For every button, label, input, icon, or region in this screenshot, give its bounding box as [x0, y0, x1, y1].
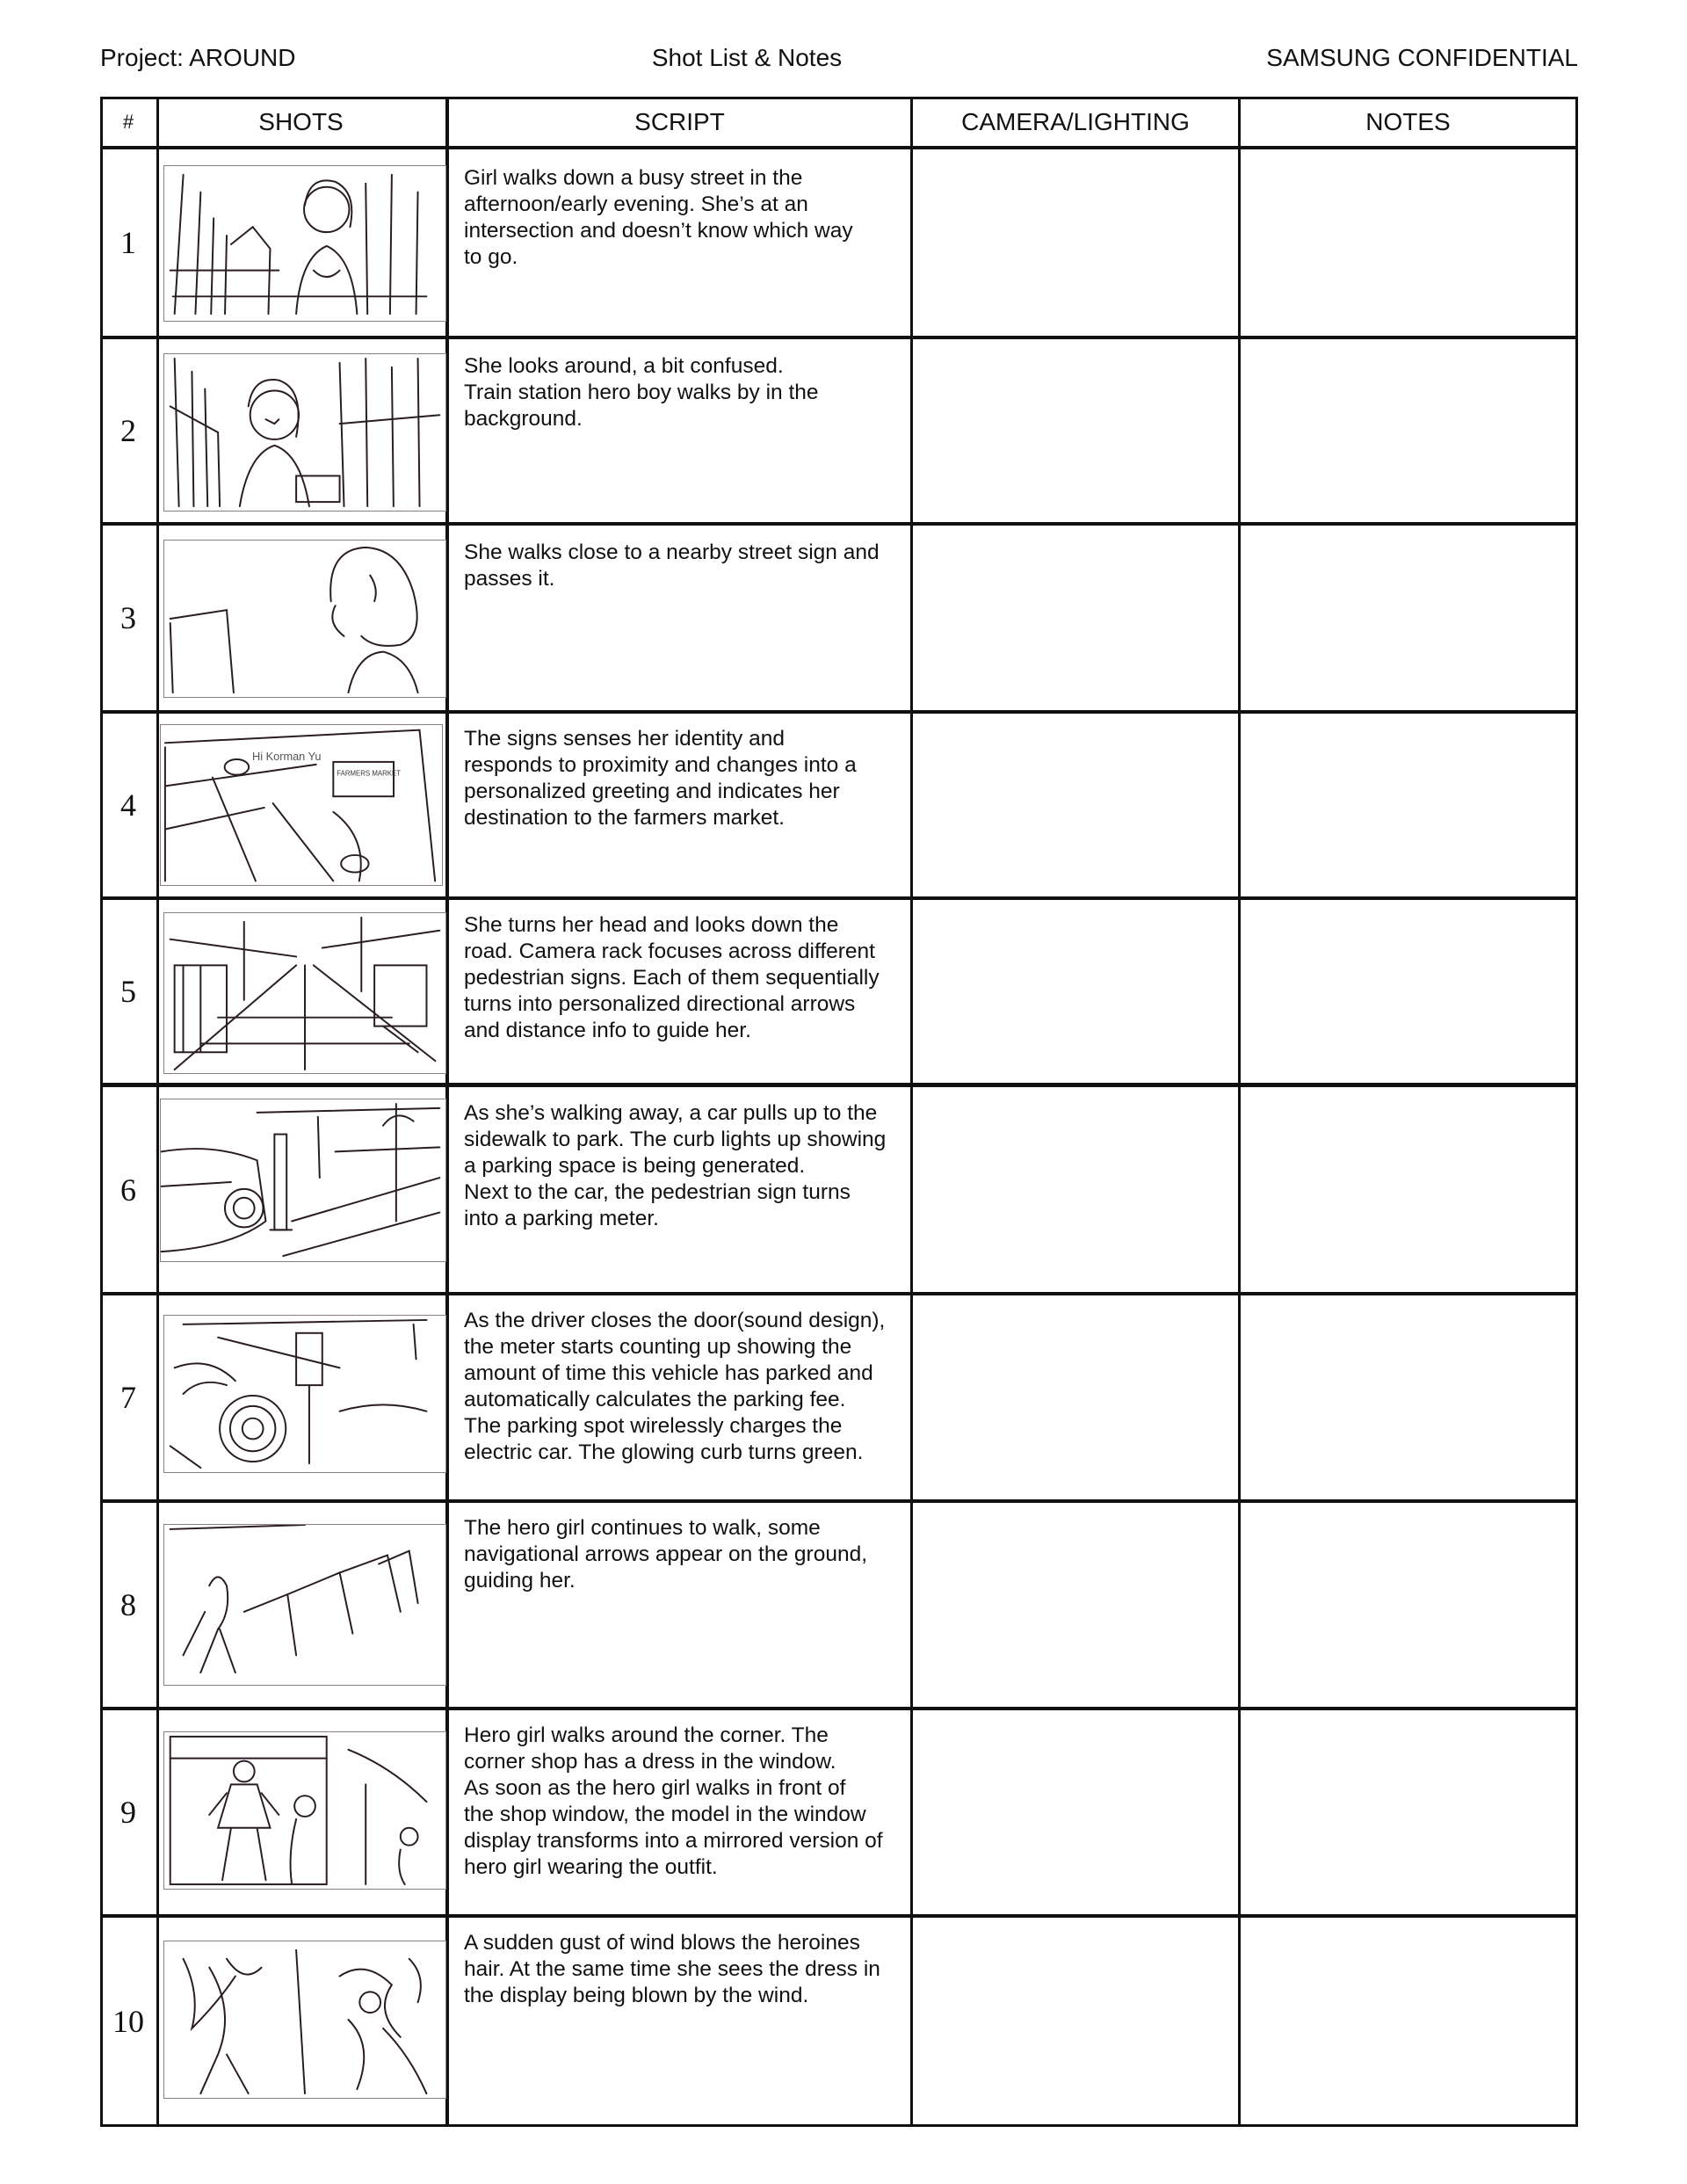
shot-number: 10 [112, 2003, 144, 2039]
column-divider [1238, 97, 1241, 2127]
column-header-number: # [122, 111, 134, 133]
girl-looking-around-sketch [163, 353, 446, 512]
storyboard-drawing [164, 1316, 445, 1472]
storyboard-drawing [164, 1941, 445, 2098]
storyboard-drawing [164, 541, 445, 697]
personalized-sign-sketch [160, 724, 443, 886]
row-divider [100, 1707, 1578, 1710]
column-header-script: SCRIPT [634, 108, 725, 135]
column-header-notes: NOTES [1365, 108, 1451, 135]
parking-meter-sketch [163, 1315, 446, 1473]
script-text: She turns her head and looks down the road. Camera rack focuses across different pedestrian signs. Each of them sequentially turns into personalized directional arrows and distance info to guide her. [464, 913, 880, 1042]
wind-gust-sketch [163, 1941, 446, 2099]
shot-number: 9 [120, 1795, 136, 1830]
row-divider [100, 336, 1578, 339]
table-border-right [1575, 97, 1578, 2127]
storyboard-drawing [164, 166, 445, 321]
shot-number: 1 [120, 225, 136, 260]
script-text: A sudden gust of wind blows the heroines hair. At the same time she sees the dress in the display being blown by the wind. [464, 1931, 880, 2007]
row-divider [100, 710, 1578, 714]
script-text: As she’s walking away, a car pulls up to the sidewalk to park. The curb lights up showing a parking space is being generated. Next to the car, the pedestrian sign turns into a parking meter. [464, 1101, 887, 1230]
column-header-shots: SHOTS [258, 108, 344, 135]
script-text: The hero girl continues to walk, some navigational arrows appear on the ground, guiding her. [464, 1516, 868, 1593]
shot-number: 5 [120, 974, 136, 1009]
row-divider [100, 1914, 1578, 1918]
shot-number: 4 [120, 787, 136, 823]
row-divider [100, 1292, 1578, 1295]
storyboard-drawing [164, 1732, 445, 1889]
shot-number: 6 [120, 1172, 136, 1208]
sign-destination-text: FARMERS MARKET [337, 769, 402, 778]
shot-number: 3 [120, 600, 136, 635]
script-text: She looks around, a bit confused. Train station hero boy walks by in the background. [464, 354, 819, 431]
shot-number: 8 [120, 1587, 136, 1622]
column-divider [156, 97, 159, 2127]
ground-arrows-sketch [163, 1524, 446, 1686]
street-perspective-sketch [163, 912, 446, 1074]
document-title: Shot List & Notes [651, 44, 843, 71]
table-border-bottom [100, 2124, 1578, 2127]
row-divider [100, 1499, 1578, 1503]
storyboard-drawing [161, 1099, 445, 1261]
shot-list-table [100, 97, 1578, 2127]
girl-passing-sign-sketch [163, 540, 446, 698]
project-label: Project: AROUND [100, 44, 296, 71]
storyboard-drawing [161, 725, 442, 885]
storyboard-drawing [164, 354, 445, 511]
girl-at-busy-street-sketch [163, 165, 446, 322]
row-divider [100, 896, 1578, 900]
row-divider [100, 522, 1578, 526]
shot-number: 2 [120, 413, 136, 448]
car-parking-sketch [160, 1099, 446, 1262]
shot-number: 7 [120, 1380, 136, 1415]
sign-greeting-text: Hi Korman Yu [252, 749, 322, 763]
script-text: She walks close to a nearby street sign and passes it. [464, 541, 880, 591]
row-divider [100, 1083, 1578, 1087]
storyboard-drawing [164, 1525, 445, 1685]
column-header-camera-lighting: CAMERA/LIGHTING [961, 108, 1190, 135]
storyboard-drawing [164, 913, 445, 1073]
script-text: Hero girl walks around the corner. The corner shop has a dress in the window. As soon as the hero girl walks in front of the shop window, the model in the window display transforms into a mirrored version of hero girl wearing the outfit. [464, 1723, 883, 1879]
script-text: The signs senses her identity and responds to proximity and changes into a personalized greeting and indicates her destination to the farmers market. [464, 727, 857, 830]
shop-window-sketch [163, 1731, 446, 1890]
confidential-label: SAMSUNG CONFIDENTIAL [1266, 44, 1578, 71]
script-text: As the driver closes the door(sound design), the meter starts counting up showing the amount of time this vehicle has parked and automatically calculates the parking fee. The parking spot wirelessly charges the electric car. The glowing curb turns green. [464, 1309, 886, 1464]
script-text: Girl walks down a busy street in the afternoon/early evening. She’s at an intersection and doesn’t know which way to go. [464, 166, 853, 269]
